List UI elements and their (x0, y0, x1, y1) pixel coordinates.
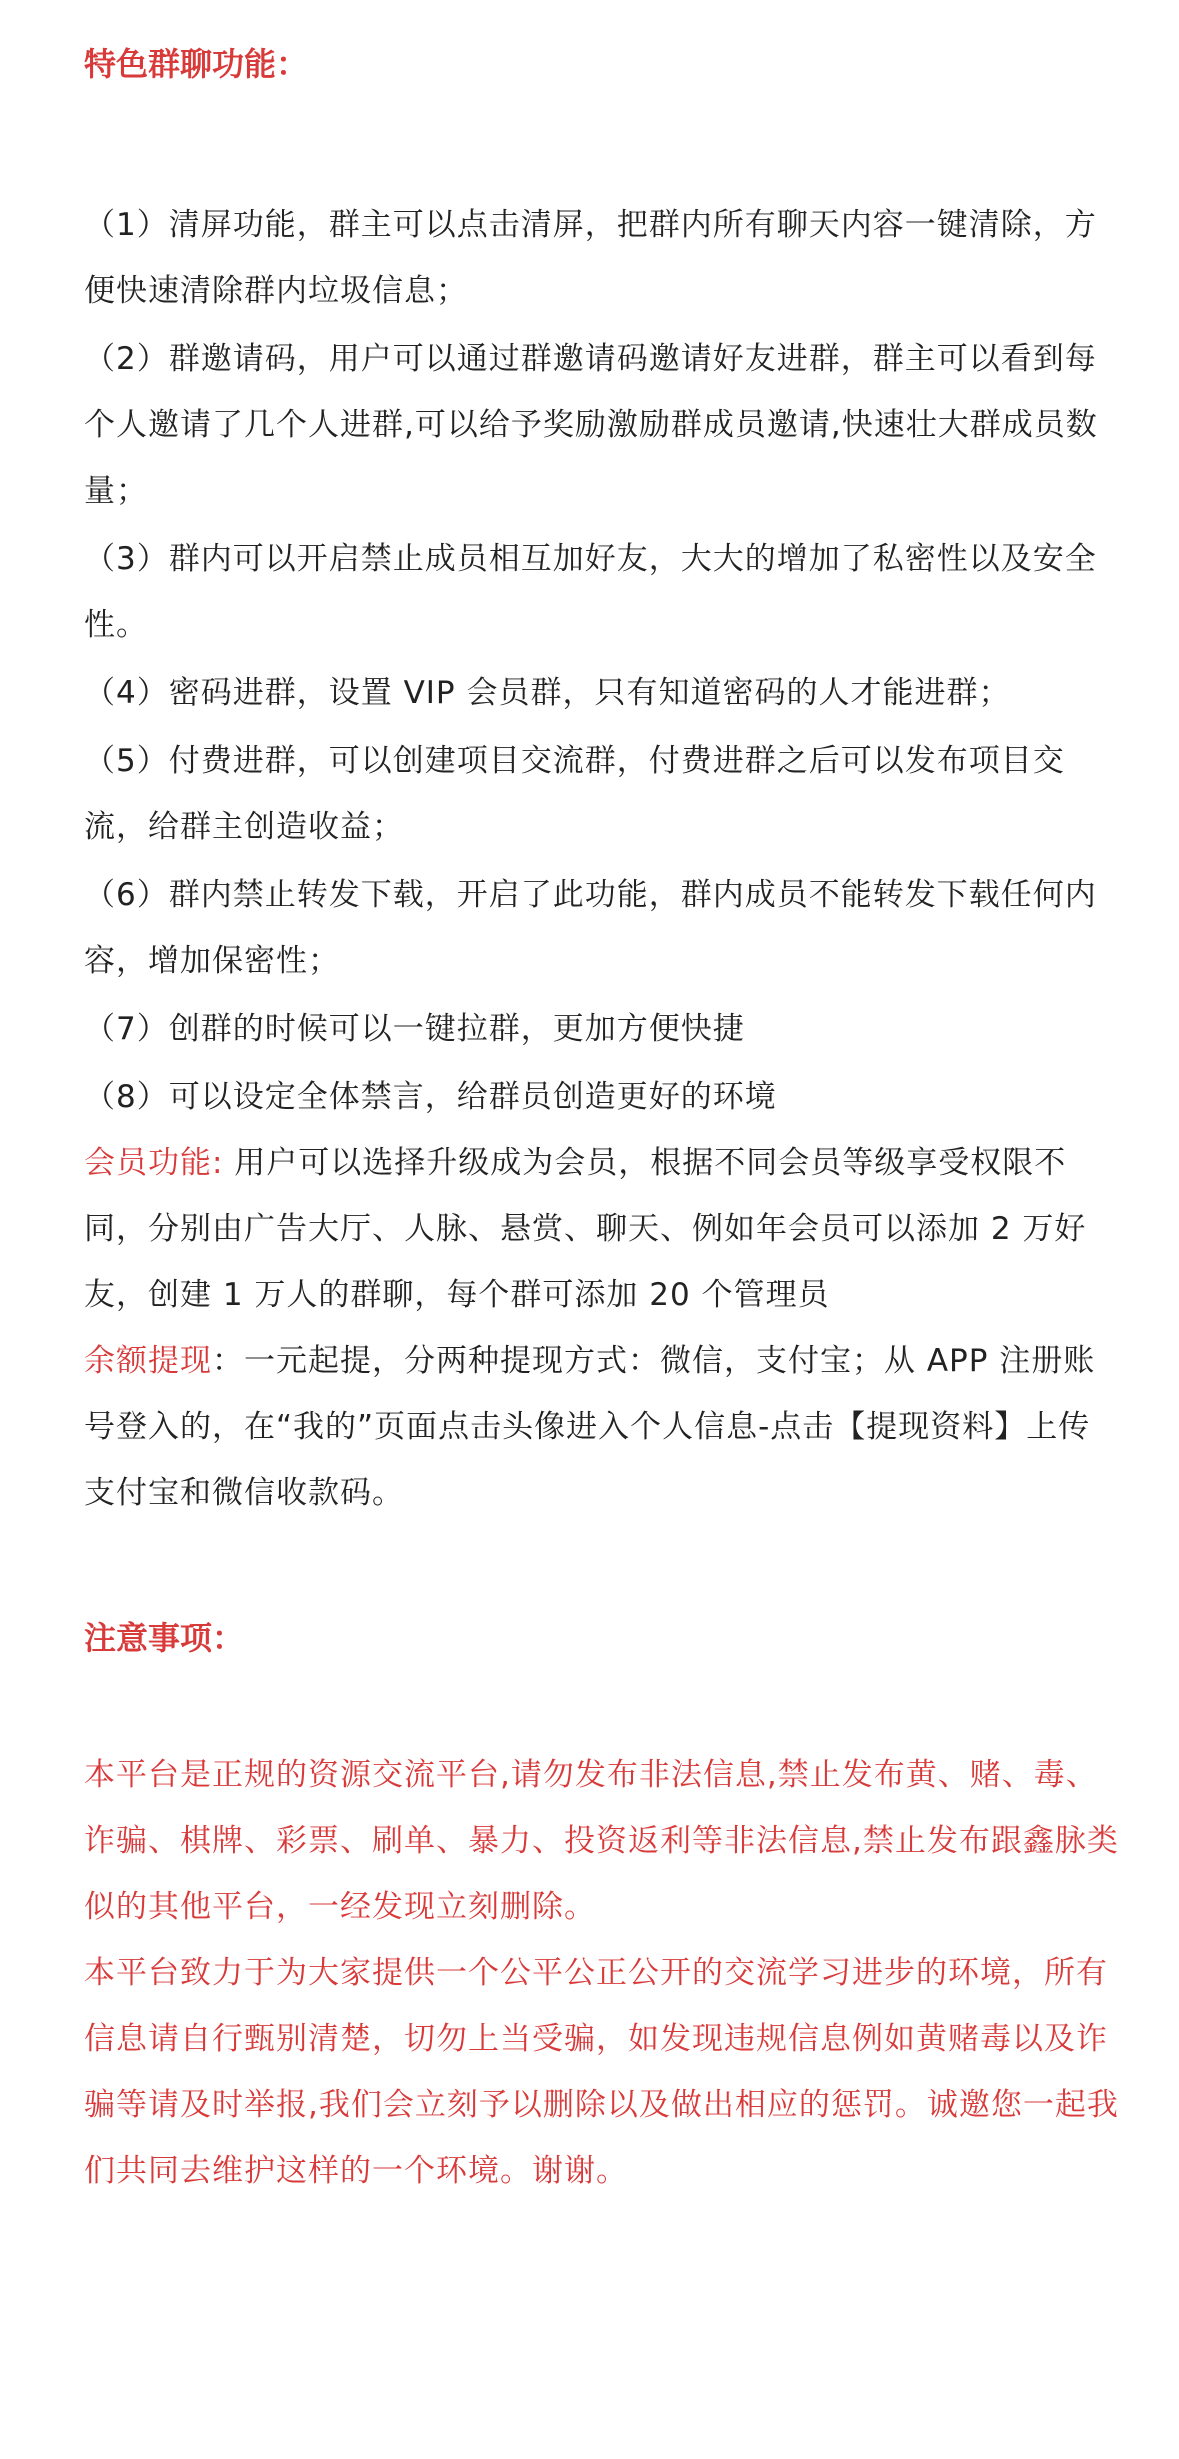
notes-body (84, 1742, 1119, 2204)
withdrawal-paragraph (84, 1328, 1119, 1526)
withdrawal-text: ：一元起提，分两种提现方式：微信，支付宝；从 APP 注册账号登入的，在“我的”页面点击头像进入个人信息-点击【提现资料】上传支付宝和微信收款码。 (84, 1343, 1096, 1511)
notes-paragraph-2: 本平台致力于为大家提供一个公平公正公开的交流学习进步的环境，所有信息请自行甄别清楚，切勿上当受骗，如发现违规信息例如黄赌毒以及诈骗等请及时举报,我们会立刻予以删除以及做出相应的惩罚。诚邀您一起我们共同去维护这样的一个环境。谢谢。 (84, 1955, 1119, 2189)
withdrawal-label: 余额提现 (84, 1343, 212, 1379)
feature-item-7: （7）创群的时候可以一键拉群，更加方便快捷 (84, 1011, 745, 1047)
feature-item-6: （6）群内禁止转发下载，开启了此功能，群内成员不能转发下载任何内容，增加保密性； (84, 877, 1097, 979)
feature-item-3: （3）群内可以开启禁止成员相互加好友，大大的增加了私密性以及安全性。 (84, 541, 1097, 643)
feature-item-8: （8）可以设定全体禁言，给群员创造更好的环境 (84, 1079, 777, 1115)
notes-paragraph-1: 本平台是正规的资源交流平台,请勿发布非法信息,禁止发布黄、赌、毒、诈骗、棋牌、彩票、刷单、暴力、投资返利等非法信息,禁止发布跟鑫脉类似的其他平台，一经发现立刻删除。 (84, 1757, 1119, 1925)
membership-text: 用户可以选择升级成为会员，根据不同会员等级享受权限不同，分别由广告大厅、人脉、悬赏、聊天、例如年会员可以添加 2 万好友，创建 1 万人的群聊，每个群可添加 20 个管理员 (84, 1145, 1087, 1313)
membership-paragraph (84, 1130, 1119, 1328)
group-features-list (84, 192, 1119, 1130)
membership-label: 会员功能: (84, 1145, 224, 1181)
notes-title: 注意事项： (84, 1619, 245, 1657)
feature-item-5: （5）付费进群，可以创建项目交流群，付费进群之后可以发布项目交流，给群主创造收益； (84, 743, 1065, 845)
group-features-title: 特色群聊功能： (84, 45, 309, 83)
feature-item-4: （4）密码进群，设置 VIP 会员群，只有知道密码的人才能进群； (84, 675, 1011, 711)
feature-item-1: （1）清屏功能，群主可以点击清屏，把群内所有聊天内容一键清除，方便快速清除群内垃圾信息； (84, 207, 1097, 309)
feature-item-2: （2）群邀请码，用户可以通过群邀请码邀请好友进群，群主可以看到每个人邀请了几个人进群,可以给予奖励激励群成员邀请,快速壮大群成员数量； (84, 341, 1098, 509)
